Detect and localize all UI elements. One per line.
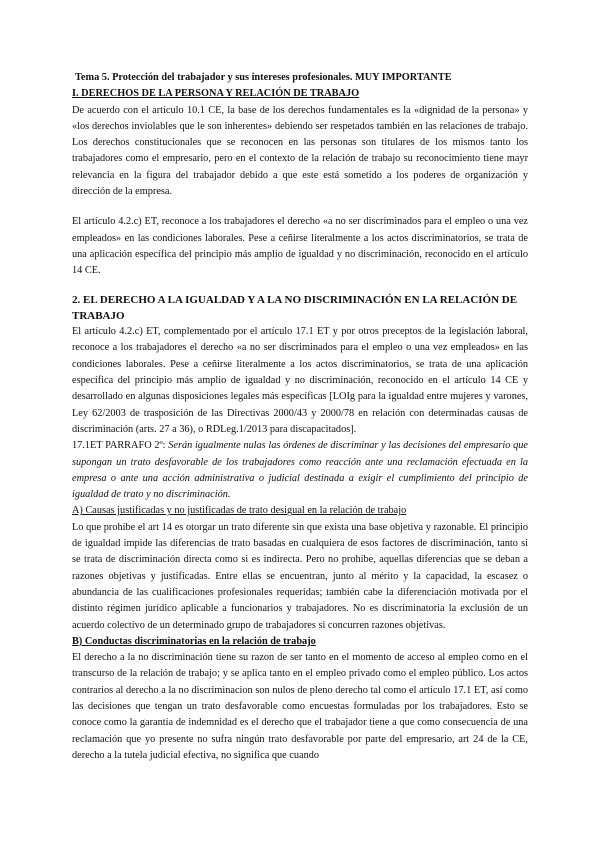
page-title: Tema 5. Protección del trabajador y sus intereses profesionales. MUY IMPORTANTE (75, 72, 452, 83)
spacer (72, 200, 528, 214)
subsection-a-heading: A) Causas justificadas y no justificadas de trato desigual en la relación de trabajo (72, 505, 407, 517)
quote-lead: 17.1ET PARRAFO 2º: (72, 440, 166, 452)
section2-paragraph-1: El artículo 4.2.c) ET, complementado por el artículo 17.1 ET y por otros preceptos de la legislación laboral, reconoce a los trabajadores el derecho «a no ser discriminados para el empleo o una vez empleados» en las condiciones laborales. Pese a ceñirse literalmente a los actos discriminatorios, se trata de una aplicación específica del principio más amplio de igualdad y no discriminación, reconocido en el artículo 14 CE y desarrollado en algunas disposiciones legales más específicas [LOIg para la igualdad entre mujeres y varones, Ley 62/2003 de trasposición de las Directivas 2000/43 y 2000/78 en relación con determinadas causas de discriminación (arts. 27 a 36), o RDLeg.1/2013 para discapacitados]. (72, 326, 528, 435)
section2-heading: 2. EL DERECHO A LA IGUALDAD Y A LA NO DISCRIMINACIÓN EN LA RELACIÓN DE TRABAJO (72, 293, 518, 322)
section1-paragraph-1: De acuerdo con el artículo 10.1 CE, la base de los derechos fundamentales es la «dignidad de la persona» y «los derechos inviolables que le son inherentes» debiendo ser respetados también en las relaciones de trabajo. Los derechos constitucionales que se reconocen en las personas son titulares de los mismos tanto los trabajadores como el empresario, pero en el contexto de la relación de trabajo su reconocimiento tiene mayr relevancia en la figura del trabajador debido a que este está sometido a los poderes de organización y dirección de la empresa. (72, 104, 528, 198)
subsection-a-text: Lo que prohíbe el art 14 es otorgar un trato diferente sin que exista una base objetiva y razonable. El principio de igualdad impide las diferencias de trato basadas en cualquiera de esos factores de discriminación, tanto si se trata de discriminación directa como si es indirecta. Pero no prohíbe, aquellas diferencias que se deban a razones objetivas y justificadas. Entre ellas se encuentran, junto al mérito y la capacidad, la escasez o abundancia de las cualificaciones profesionales requeridas; también cabe la diferenciación motivada por el distinto régimen jurídico aplicable a funcionarios y trabajadores. No es discriminatoria la exclusión de un acuerdo colectivo de un determinado grupo de trabajadores si concurren razones objetivas. (72, 521, 528, 631)
section1-heading: I. DERECHOS DE LA PERSONA Y RELACIÓN DE TRABAJO (72, 88, 360, 100)
subsection-b-heading: B) Conductas discriminatorias en la relación de trabajo (72, 635, 316, 647)
section1-paragraph-2: El artículo 4.2.c) ET, reconoce a los trabajadores el derecho «a no ser discriminados para el empleo o una vez empleados» en las condiciones laborales. Pese a ceñirse literalmente a los actos discriminatorios, se trata de una aplicación específica del principio más amplio de igualdad y no discriminación, reconocido en el artículo 14 CE. (72, 216, 528, 277)
subsection-b-text: El derecho a la no discriminación tiene su razon de ser tanto en el momento de acceso al empleo como en el transcurso de la relación de trabajo; y se aplica tanto en el empleo privado como el empleo público. Los actos contrarios al derecho a la no discriminacion son nulos de pleno derecho tal como el artículo 17.1 ET, así como las decisiones que tengan un trato desfavorable como encuestas formuladas por los trabajadores. Esto se conoce como la garantía de indemnidad es el derecho que el trabajador tiene a que como consecuencia de una reclamación que yo presente no sufra ningún trato desfavorable por parte del empresario, art 24 de la CE, derecho a la tutela judicial efectiva, no significa que cuando (72, 652, 528, 761)
section2-quote (72, 438, 528, 503)
document-page (72, 70, 528, 764)
quote-text: Serán igualmente nulas las órdenes de discriminar y las decisiones del empresario que supongan un trato desfavorable de los trabajadores como reacción ante una reclamación efectuada en la empresa o ante una acción administrativa o judicial destinada a exigir el cumplimiento del principio de igualdad de trato y no discriminación. (72, 440, 528, 501)
